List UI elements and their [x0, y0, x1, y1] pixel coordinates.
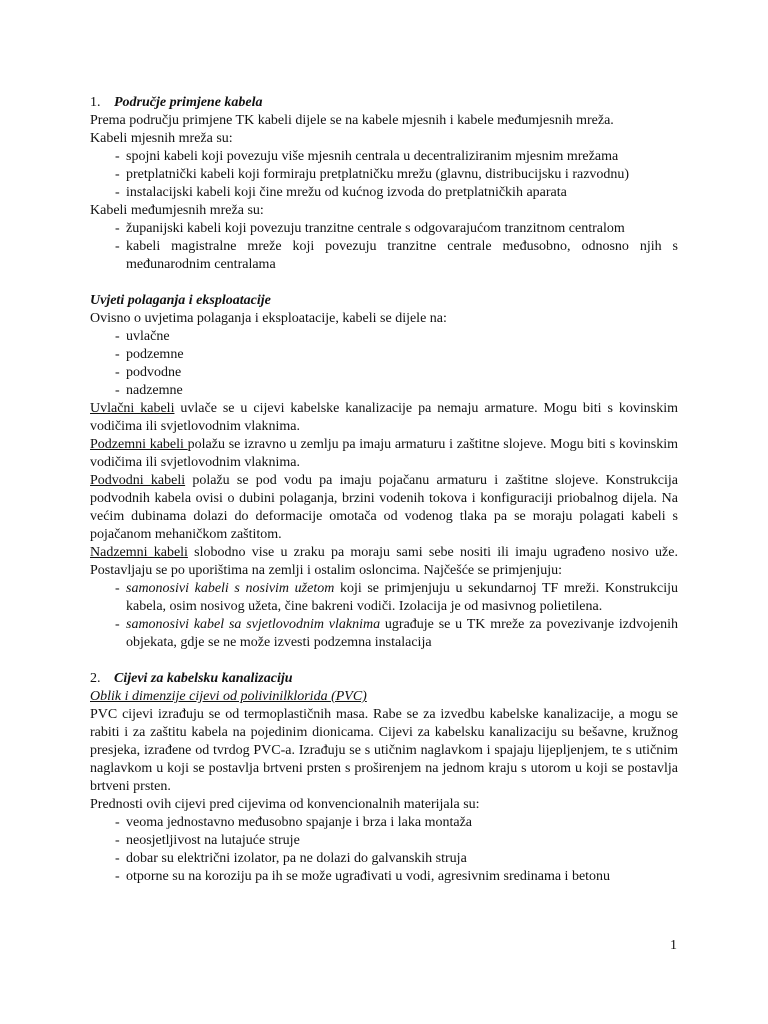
list-item-text: otporne su na koroziju pa ih se može ugrađivati u vodi, agresivnim sredinama i betonu: [126, 869, 611, 884]
list-item: [90, 850, 678, 868]
section-1-title: Područje primjene kabela: [114, 95, 263, 110]
overhead-cables-paragraph: [90, 544, 678, 580]
list-item: [90, 382, 678, 400]
dash-bullet: -: [115, 851, 120, 866]
dash-bullet: -: [115, 185, 120, 200]
list-item: [90, 148, 678, 166]
overhead-cables-text: slobodno vise u zraku pa moraju sami sebe nositi ili imaju ugrađeno nosivo uže. Postavljaju se po uporištima na zemlji i ostalim osloncima. Najčešće se primjenjuju:: [90, 545, 678, 578]
section-2-heading: [90, 670, 678, 688]
overhead-cables-term: Nadzemni kabeli: [90, 545, 188, 560]
list-item-text: neosjetljivost na lutajuće struje: [126, 833, 300, 848]
list-item-term: samonosivi kabel sa svjetlovodnim vlaknima: [126, 617, 381, 632]
dash-bullet: -: [115, 221, 120, 236]
duct-cables-paragraph: [90, 400, 678, 436]
list-item: [90, 814, 678, 832]
underwater-cables-paragraph: [90, 472, 678, 544]
list-item-text: uvlačne: [126, 329, 170, 344]
overhead-cables-list: [90, 580, 678, 652]
list-item-text: kabeli magistralne mreže koji povezuju tranzitne centrale međusobno, odnosno njih s međunarodnim centralama: [126, 239, 678, 272]
cable-types-list: [90, 328, 678, 400]
list-item: [90, 238, 678, 274]
list-item: [90, 328, 678, 346]
page-number: 1: [670, 938, 677, 953]
section-1-heading: [90, 94, 678, 112]
duct-cables-term: Uvlačni kabeli: [90, 401, 175, 416]
list-item-text: koji se primjenjuju u sekundarnoj TF mreži. Konstrukciju kabela, osim nosivog užeta, čine bakreni vodiči. Izolacija je od masivnog polietilena.: [126, 581, 678, 614]
dash-bullet: -: [115, 815, 120, 830]
list-item-text: pretplatnički kabeli koji formiraju pretplatničku mrežu (glavnu, distribucijsku i razvodnu): [126, 167, 630, 182]
list-item: [90, 364, 678, 382]
section-2-title: Cijevi za kabelsku kanalizaciju: [114, 671, 293, 686]
list-item-text: podzemne: [126, 347, 184, 362]
duct-cables-text: uvlače se u cijevi kabelske kanalizacije pa nemaju armature. Mogu biti s kovinskim vodičima ili svjetlovodnim vlaknima.: [90, 401, 678, 434]
list-item-text: županijski kabeli koji povezuju tranzitne centrale s odgovarajućom tranzitnom centralom: [126, 221, 625, 236]
list-item: [90, 832, 678, 850]
document-page: [90, 94, 678, 886]
pvc-paragraph: PVC cijevi izrađuju se od termoplastičnih masa. Rabe se za izvedbu kabelske kanalizacije, a mogu se rabiti i za zaštitu kabela na pojedinim dionicama. Cijevi za kabelsku kanalizaciju su bešavne, kružnog presjeka, izrađene od tvrdog PVC-a. Izrađuju se s utičnim naglavkom i spajaju lijepljenjem, te s utičnim naglavkom u koji se postavlja brtveni prsten s proširenjem na jednom kraju s utorom u koji se postavlja brtveni prsten.: [90, 707, 678, 794]
dash-bullet: -: [115, 329, 120, 344]
list-item: [90, 166, 678, 184]
intercity-networks-label: Kabeli međumjesnih mreža su:: [90, 203, 264, 218]
list-item-text: dobar su električni izolator, pa ne dolazi do galvanskih struja: [126, 851, 467, 866]
list-item: [90, 580, 678, 616]
list-item-text: nadzemne: [126, 383, 183, 398]
list-item-text: instalacijski kabeli koji čine mrežu od kućnog izvoda do pretplatničkih aparata: [126, 185, 567, 200]
section-1-number: 1.: [90, 95, 101, 110]
list-item-text: podvodne: [126, 365, 182, 380]
list-item-text: veoma jednostavno međusobno spajanje i brza i laka montaža: [126, 815, 473, 830]
list-item: [90, 184, 678, 202]
section-2-number: 2.: [90, 671, 101, 686]
underwater-cables-term: Podvodni kabeli: [90, 473, 186, 488]
dash-bullet: -: [115, 365, 120, 380]
spacer: [90, 274, 678, 292]
list-item: [90, 346, 678, 364]
list-item-text: spojni kabeli koji povezuju više mjesnih centrala u decentraliziranim mjesnim mrežama: [126, 149, 619, 164]
list-item: [90, 220, 678, 238]
underground-cables-paragraph: [90, 436, 678, 472]
intercity-cables-list: [90, 220, 678, 274]
underground-cables-text: polažu se izravno u zemlju pa imaju armaturu i zaštitne slojeve. Mogu biti s kovinskim vodičima ili svjetlovodnim vlaknima.: [90, 437, 678, 470]
local-cables-list: [90, 148, 678, 202]
dash-bullet: -: [115, 239, 120, 254]
list-item: [90, 868, 678, 886]
dash-bullet: -: [115, 383, 120, 398]
list-item-term: samonosivi kabeli s nosivim užetom: [126, 581, 335, 596]
underground-cables-term: Podzemni kabeli: [90, 437, 188, 452]
laying-conditions-heading: Uvjeti polaganja i eksploatacije: [90, 293, 271, 308]
dash-bullet: -: [115, 833, 120, 848]
laying-intro: Ovisno o uvjetima polaganja i eksploatacije, kabeli se dijele na:: [90, 311, 447, 326]
dash-bullet: -: [115, 617, 120, 632]
list-item: [90, 616, 678, 652]
section-1-intro: Prema području primjene TK kabeli dijele se na kabele mjesnih i kabele međumjesnih mreža.: [90, 113, 614, 128]
underwater-cables-text: polažu se pod vodu pa imaju pojačanu armaturu i zaštitne slojeve. Konstrukcija podvodnih kabela ovisi o dubini polaganja, brzini vodenih tokova i konfiguraciji priobalnog dijela. Na većim dubinama dolazi do deformacije omotača od vodenog tlaka pa se moraju polagati kabeli s pojačanom mehaničkom zaštitom.: [90, 473, 678, 542]
advantages-label: Prednosti ovih cijevi pred cijevima od konvencionalnih materijala su:: [90, 797, 480, 812]
list-item-text: ugrađuje se u TK mreže za povezivanje izdvojenih objekata, gdje se ne može izvesti podzemna instalacija: [126, 617, 678, 650]
pvc-subtitle: Oblik i dimenzije cijevi od polivinilklorida (PVC): [90, 689, 367, 704]
dash-bullet: -: [115, 167, 120, 182]
dash-bullet: -: [115, 347, 120, 362]
dash-bullet: -: [115, 581, 120, 596]
dash-bullet: -: [115, 869, 120, 884]
local-networks-label: Kabeli mjesnih mreža su:: [90, 131, 233, 146]
spacer: [90, 652, 678, 670]
advantages-list: [90, 814, 678, 886]
dash-bullet: -: [115, 149, 120, 164]
